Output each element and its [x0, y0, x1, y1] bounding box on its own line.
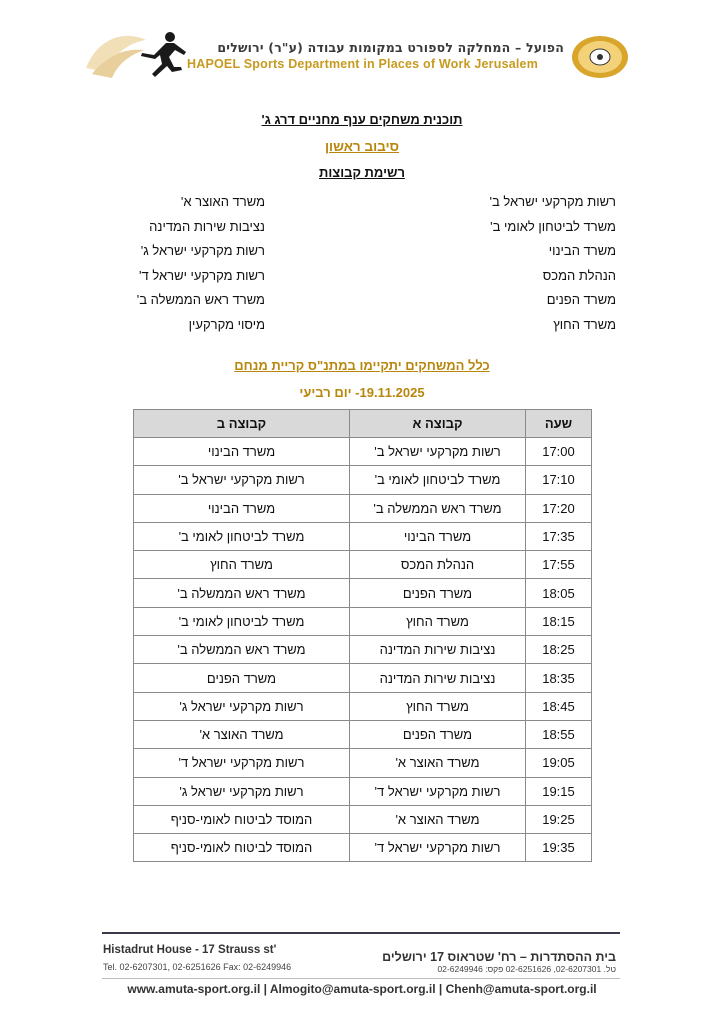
table-row — [134, 607, 592, 635]
header-group-b: קבוצה ב — [134, 410, 350, 438]
cell-group-a: נציבות שירות המדינה — [350, 664, 526, 692]
table-row — [134, 692, 592, 720]
cell-time: 17:00 — [526, 438, 592, 466]
schedule-table — [133, 409, 592, 862]
table-row — [134, 438, 592, 466]
cell-group-a: משרד החוץ — [350, 607, 526, 635]
table-row — [134, 636, 592, 664]
cell-group-b: רשות מקרקעי ישראל ג' — [134, 777, 350, 805]
cell-group-b: משרד ראש הממשלה ב' — [134, 579, 350, 607]
table-row — [134, 466, 592, 494]
cell-group-b: משרד לביטחון לאומי ב' — [134, 607, 350, 635]
program-title: תוכנית משחקים ענף מחניים דרג ג' — [261, 112, 463, 127]
team-item: משרד החוץ — [553, 316, 616, 332]
table-row — [134, 749, 592, 777]
cell-group-b: משרד הבינוי — [134, 494, 350, 522]
cell-group-a: משרד האוצר א' — [350, 805, 526, 833]
footer-english-phones: Tel. 02-6207301, 02-6251626 Fax: 02-6249946 — [103, 962, 292, 972]
footer-hebrew-address: בית ההסתדרות – רח' שטראוס 17 ירושלים — [382, 950, 616, 964]
header-english-title: HAPOEL Sports Department in Places of Work Jerusalem — [187, 57, 539, 71]
footer-divider-thin — [102, 978, 620, 979]
footer-contacts: www.amuta-sport.org.il | Almogito@amuta-sport.org.il | Chenh@amuta-sport.org.il — [127, 982, 597, 996]
team-item: משרד ראש הממשלה ב' — [136, 292, 265, 307]
table-row — [134, 579, 592, 607]
cell-time: 17:10 — [526, 466, 592, 494]
table-row — [134, 834, 592, 862]
cell-group-a: משרד ראש הממשלה ב' — [350, 494, 526, 522]
cell-time: 19:35 — [526, 834, 592, 862]
cell-group-b: משרד הבינוי — [134, 438, 350, 466]
team-item: משרד האוצר א' — [180, 194, 265, 209]
teams-left-column — [137, 190, 265, 337]
cell-group-a: רשות מקרקעי ישראל ב' — [350, 438, 526, 466]
cell-group-b: משרד האוצר א' — [134, 720, 350, 748]
header-hebrew-title: הפועל – המחלקה לספורט במקומות עבודה (ע"ר) ירושלים — [217, 40, 564, 55]
cell-group-a: רשות מקרקעי ישראל ד' — [350, 777, 526, 805]
table-row — [134, 664, 592, 692]
cell-group-b: המוסד לביטוח לאומי-סניף — [134, 805, 350, 833]
team-item: רשות מקרקעי ישראל ד' — [139, 267, 265, 283]
table-row — [134, 551, 592, 579]
table-row — [134, 494, 592, 522]
cell-group-b: משרד הפנים — [134, 664, 350, 692]
game-date: 19.11.2025- יום רביעי — [299, 385, 425, 400]
cell-time: 17:55 — [526, 551, 592, 579]
cell-time: 18:15 — [526, 607, 592, 635]
cell-group-a: משרד הבינוי — [350, 522, 526, 550]
cell-group-a: נציבות שירות המדינה — [350, 636, 526, 664]
cell-group-b: רשות מקרקעי ישראל ב' — [134, 466, 350, 494]
header-time: שעה — [526, 410, 592, 438]
letterhead — [0, 22, 724, 84]
team-item: משרד הבינוי — [548, 243, 616, 258]
venue-note: כלל המשחקים יתקיימו במתנ"ס קריית מנחם — [234, 358, 490, 373]
cell-time: 18:05 — [526, 579, 592, 607]
emblem-icon — [570, 34, 630, 80]
team-item: משרד הפנים — [546, 292, 616, 307]
cell-time: 18:35 — [526, 664, 592, 692]
table-row — [134, 805, 592, 833]
cell-time: 19:25 — [526, 805, 592, 833]
cell-time: 17:20 — [526, 494, 592, 522]
table-row — [134, 720, 592, 748]
team-item: נציבות שירות המדינה — [149, 218, 265, 234]
round-title: סיבוב ראשון — [324, 139, 400, 154]
cell-time: 17:35 — [526, 522, 592, 550]
cell-time: 18:55 — [526, 720, 592, 748]
footer-hebrew-phones: טל. 02-6207301, 02-6251626 פקס: 02-6249946 — [437, 964, 616, 974]
cell-group-a: משרד הפנים — [350, 579, 526, 607]
team-item: הנהלת המכס — [542, 267, 616, 283]
cell-group-a: משרד האוצר א' — [350, 749, 526, 777]
teams-right-column — [489, 190, 616, 337]
header-group-a: קבוצה א — [350, 410, 526, 438]
cell-time: 19:15 — [526, 777, 592, 805]
cell-group-a: רשות מקרקעי ישראל ד' — [350, 834, 526, 862]
cell-group-b: רשות מקרקעי ישראל ג' — [134, 692, 350, 720]
cell-group-a: משרד לביטחון לאומי ב' — [350, 466, 526, 494]
team-item: משרד לביטחון לאומי ב' — [490, 218, 616, 234]
table-row — [134, 522, 592, 550]
table-row — [134, 777, 592, 805]
footer-english-address: Histadrut House - 17 Strauss st' — [103, 944, 277, 956]
teams-heading: רשימת קבוצות — [319, 165, 405, 180]
cell-group-b: המוסד לביטוח לאומי-סניף — [134, 834, 350, 862]
team-item: רשות מקרקעי ישראל ג' — [140, 243, 265, 258]
cell-group-a: משרד החוץ — [350, 692, 526, 720]
table-header-row — [134, 410, 592, 438]
cell-time: 18:25 — [526, 636, 592, 664]
cell-group-a: הנהלת המכס — [350, 551, 526, 579]
cell-group-b: משרד החוץ — [134, 551, 350, 579]
team-item: רשות מקרקעי ישראל ב' — [489, 194, 616, 209]
cell-time: 18:45 — [526, 692, 592, 720]
cell-time: 19:05 — [526, 749, 592, 777]
cell-group-b: רשות מקרקעי ישראל ד' — [134, 749, 350, 777]
footer-divider — [102, 932, 620, 934]
team-item: מיסוי מקרקעין — [188, 316, 265, 332]
cell-group-b: משרד ראש הממשלה ב' — [134, 636, 350, 664]
cell-group-a: משרד הפנים — [350, 720, 526, 748]
runner-logo-icon — [84, 28, 190, 80]
cell-group-b: משרד לביטחון לאומי ב' — [134, 522, 350, 550]
